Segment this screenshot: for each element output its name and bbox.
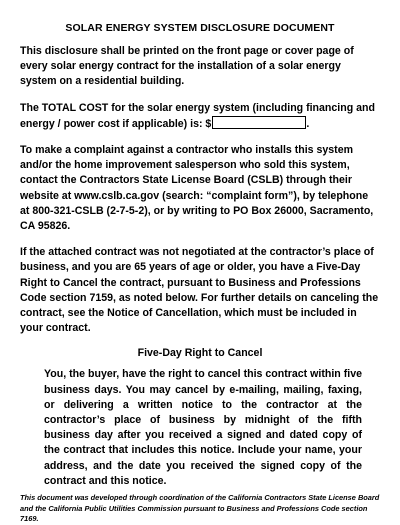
- complaint-paragraph: To make a complaint against a contractor who installs this system and/or the home improvement salesperson who sold this system, contact the Contractors State License Board (CSLB) through their website at www.cslb.ca.gov (search: “complaint form”), by telephone at 800-321-CSLB (2-7-5-2), or by writing to PO Box 26000, Sacramento, CA 95826.: [20, 144, 374, 233]
- total-cost-label: The TOTAL COST for the solar energy system (including financing and energy / power cost if applicable) is: $: [20, 101, 375, 130]
- cancel-notice-paragraph: You, the buyer, have the right to cancel this contract within five business days. You may cancel by e-mailing, mailing, faxing, or delivering a written notice to the contractor at the contractor’s place of business by midnight of the fifth business day after you received a signed and dated copy of the contract that includes this notice. Include your name, your address, and the date you received the signed copy of the contract and this notice.: [44, 368, 362, 487]
- document-title: SOLAR ENERGY SYSTEM DISCLOSURE DOCUMENT: [65, 22, 335, 34]
- footnote: This document was developed through coordination of the California Contractors State License Board and the California Public Utilities Commission pursuant to Business and Professions Code section 7169.: [20, 493, 380, 524]
- total-cost-paragraph: [20, 101, 380, 132]
- total-cost-period: .: [306, 117, 310, 130]
- intro-paragraph: This disclosure shall be printed on the front page or cover page of every solar energy contract for the installation of a solar energy system on a residential building.: [20, 45, 354, 88]
- total-cost-field[interactable]: [212, 116, 306, 129]
- senior-cancel-paragraph: If the attached contract was not negotiated at the contractor’s place of business, and you are 65 years of age or older, you have a Five-Day Right to Cancel the contract, pursuant to Business and Professions Code section 7159, as noted below. For further details on canceling the contract, see the Notice of Cancellation, which must be included in your contract.: [20, 246, 379, 335]
- cancel-heading: Five-Day Right to Cancel: [137, 347, 263, 360]
